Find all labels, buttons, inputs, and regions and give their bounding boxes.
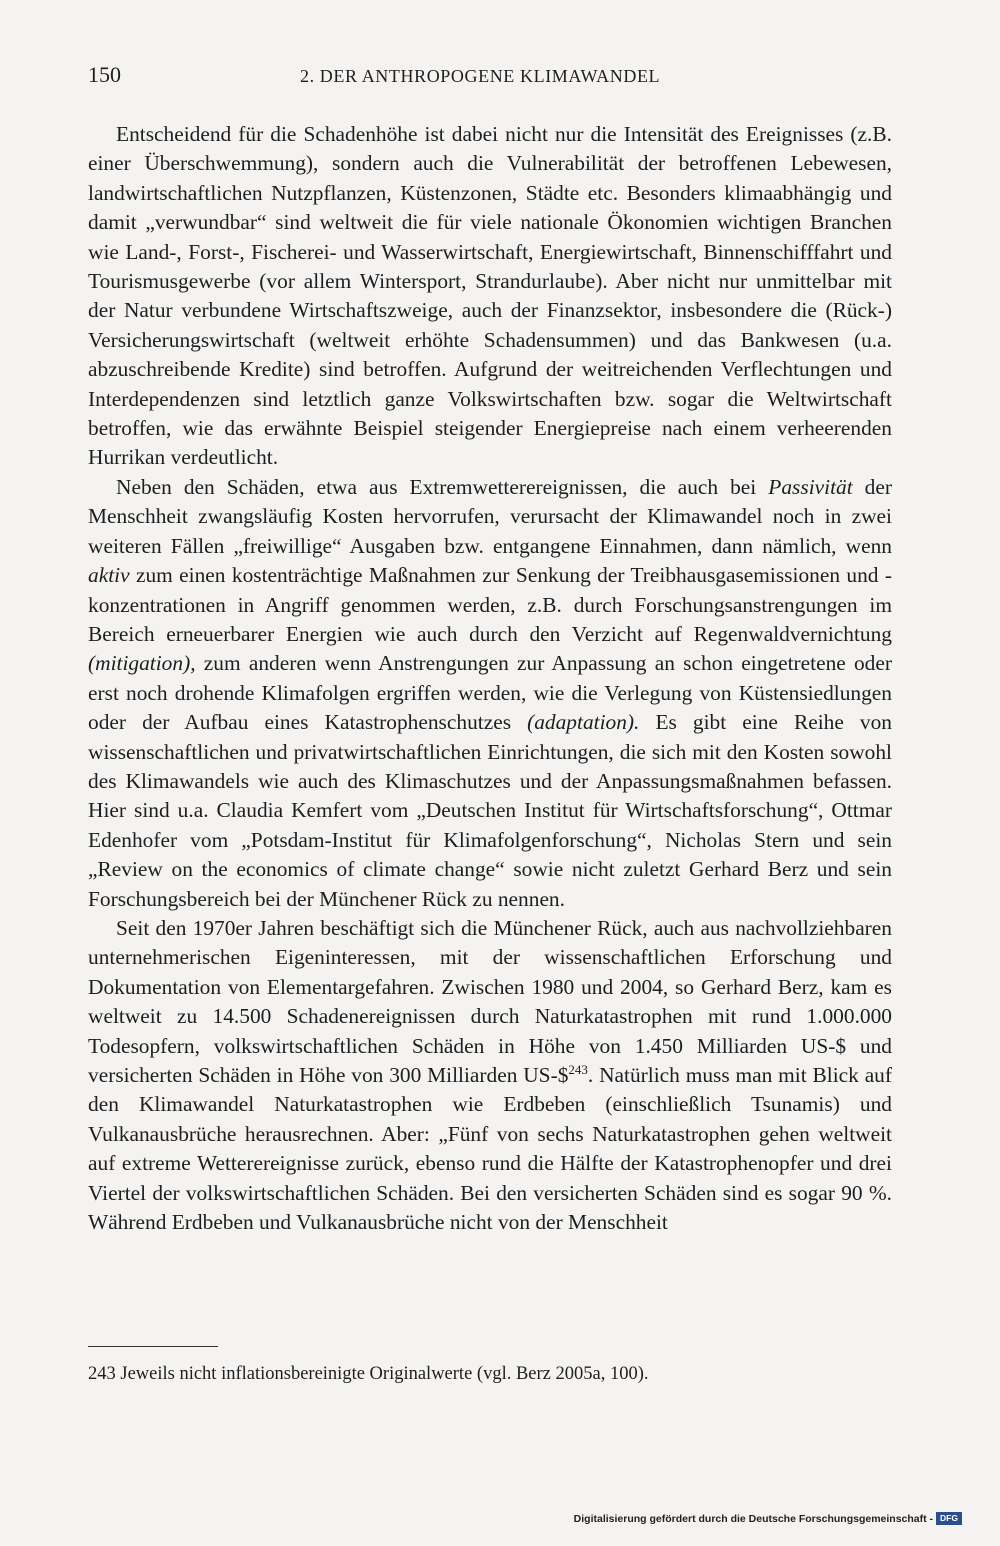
paragraph-2 bbox=[88, 473, 892, 914]
paragraph-3 bbox=[88, 914, 892, 1237]
paragraph-3-text-2: . Natürlich muss man mit Blick auf den Klimawandel Naturkatastrophen wie Erdbeben (einschließlich Tsunamis) und Vulkanausbrüche herausrechnen. Aber: „Fünf von sechs Naturkatastrophen gehen weltweit auf extreme Wetterereignisse zurück, ebenso rund die Hälfte der Katastrophenopfer und drei Viertel der volkswirtschaftlichen Schäden. Bei den versicherten Schäden sind es sogar 90 %. Während Erdbeben und Vulkanausbrüche nicht von der Menschheit bbox=[88, 1063, 893, 1235]
dfg-logo-icon: DFG bbox=[936, 1512, 962, 1525]
emphasis-aktiv: aktiv bbox=[88, 563, 130, 588]
paragraph-2-text-4: zum anderen wenn Anstrengungen zur Anpassung an schon eingetretene oder erst noch drohende Klimafolgen ergriffen werden, wie die Verlegung von Küstensiedlungen oder der Aufbau eines Katastrophenschutzes bbox=[88, 651, 892, 735]
paragraph-3-text-1: Seit den 1970er Jahren beschäftigt sich die Münchener Rück, auch aus nachvollziehbaren unternehmerischen Eigeninteressen, mit der wissenschaftlichen Erforschung und Dokumentation von Elementargefahren. Zwischen 1980 und 2004, so Gerhard Berz, kam es weltweit zu 14.500 Schadenereignissen durch Naturkatastrophen mit rund 1.000.000 Todesopfern, volkswirtschaftlichen Schäden in Höhe von 1.450 Milliarden US-$ und versicherten Schäden in Höhe von 300 Milliarden US-$ bbox=[88, 915, 892, 1087]
emphasis-passivitaet: Passivität bbox=[768, 474, 853, 499]
digitization-credit bbox=[574, 1512, 962, 1525]
emphasis-adaptation: (adaptation). bbox=[527, 710, 640, 735]
paragraph-2-text-5: Es gibt eine Reihe von wissenschaftlichen und privatwirtschaftlichen Einrichtungen, die sich mit den Kosten sowohl des Klimawandels wie auch des Klimaschutzes und der Anpassungsmaßnahmen befassen. Hier sind u.a. Claudia Kemfert vom „Deutschen Institut für Wirtschaftsforschung“, Ottmar Edenhofer vom „Potsdam-Institut für Klimafolgenforschung“, Nicholas Stern und sein „Review on the economics of climate change“ sowie nicht zuletzt Gerhard Berz und sein Forschungsbereich bei der Münchener Rück zu nennen. bbox=[88, 710, 892, 911]
footnote-243: 243 Jeweils nicht inflationsbereinigte Originalwerte (vgl. Berz 2005a, 100). bbox=[88, 1364, 649, 1384]
body-text bbox=[88, 120, 892, 1237]
paragraph-2-text-2: der Menschheit zwangsläufig Kosten hervorrufen, verursacht der Klimawandel noch in zwei weiteren Fällen „freiwillige“ Ausgaben bzw. entgangene Einnahmen, dann nämlich, wenn bbox=[88, 474, 892, 558]
paragraph-1: Entscheidend für die Schadenhöhe ist dabei nicht nur die Intensität des Ereignisses (z.B. einer Überschwemmung), sondern auch die Vulnerabilität der betroffenen Lebewesen, landwirtschaftlichen Nutzpflanzen, Küstenzonen, Städte etc. Besonders klimaabhängig und damit „verwundbar“ sind weltweit die für viele nationale Ökonomien wichtigen Branchen wie Land-, Forst-, Fischerei- und Wasserwirtschaft, Energiewirtschaft, Binnenschifffahrt und Tourismusgewerbe (vor allem Wintersport, Strandurlaube). Aber nicht nur unmittelbar mit der Natur verbundene Wirtschaftszweige, auch der Finanzsektor, insbesondere die (Rück-) Versicherungswirtschaft (weltweit erhöhte Schadensummen) und das Bankwesen (u.a. abzuschreibende Kredite) sind betroffen. Aufgrund der weitreichenden Verflechtungen und Interdependenzen sind letztlich ganze Volkswirtschaften bzw. sogar die Weltwirtschaft betroffen, wie das erwähnte Beispiel steigender Energiepreise nach einem verheerenden Hurrikan verdeutlicht. bbox=[88, 122, 892, 470]
emphasis-mitigation: (mitigation), bbox=[88, 651, 196, 676]
paragraph-2-text-3: zum einen kostenträchtige Maßnahmen zur Senkung der Treibhausgasemissionen und -konzentrationen in Angriff genommen werden, z.B. durch Forschungsanstrengungen im Bereich erneuerbarer Energien wie auch durch den Verzicht auf Regenwaldvernichtung bbox=[88, 563, 892, 646]
running-head: 2. DER ANTHROPOGENE KLIMAWANDEL bbox=[300, 66, 661, 86]
credit-text: Digitalisierung gefördert durch die Deutsche Forschungsgemeinschaft - bbox=[573, 1512, 934, 1525]
paragraph-2-text-1: Neben den Schäden, etwa aus Extremwetterereignissen, die auch bei bbox=[116, 474, 769, 499]
footnote-marker[interactable]: 243 bbox=[568, 1062, 588, 1077]
page-number: 150 bbox=[88, 62, 121, 87]
footnote-separator bbox=[88, 1346, 218, 1347]
